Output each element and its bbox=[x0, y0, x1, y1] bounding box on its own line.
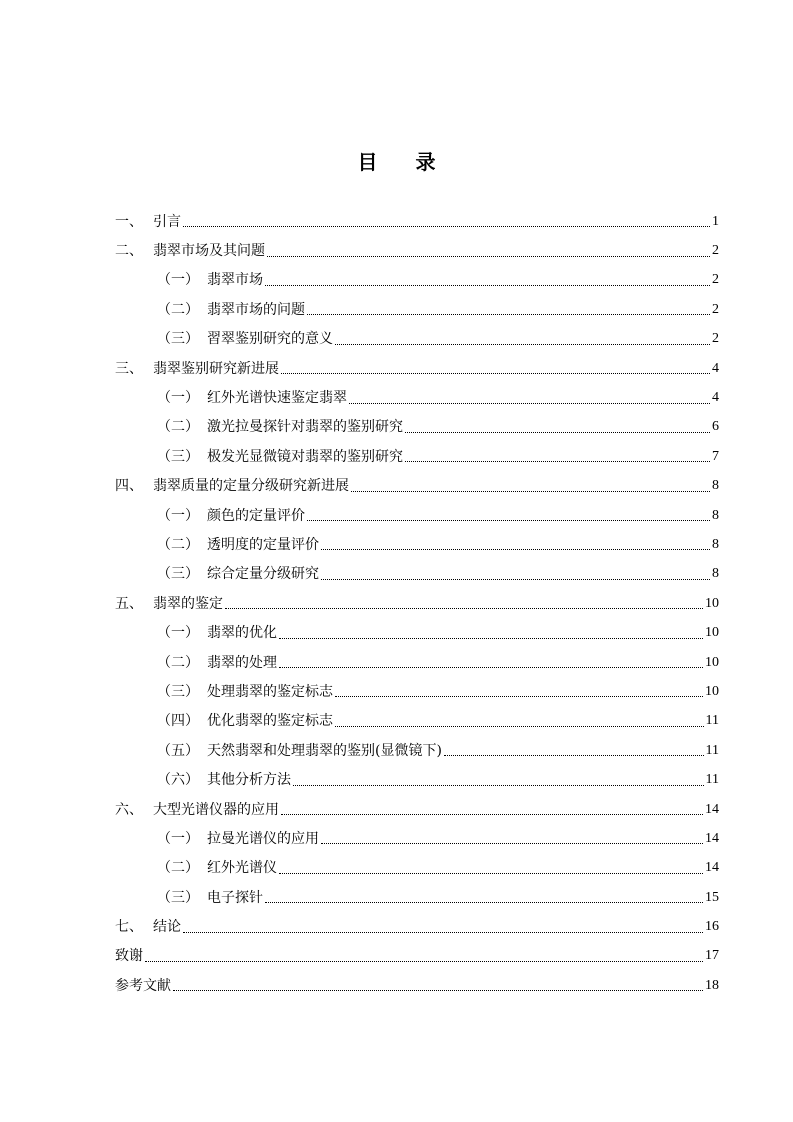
toc-entry-title: 颜色的定量评价 bbox=[207, 507, 305, 524]
toc-entry-page: 16 bbox=[705, 919, 719, 935]
toc-entry-page: 11 bbox=[705, 742, 719, 758]
toc-entry-title: 翡翠市场 bbox=[207, 272, 263, 289]
toc-entry[interactable] bbox=[115, 236, 719, 265]
toc-entry-page: 8 bbox=[712, 536, 719, 552]
dot-leader bbox=[321, 549, 710, 550]
toc-entry-number: （一） bbox=[157, 507, 199, 524]
dot-leader bbox=[307, 520, 710, 521]
toc-entry-number: （三） bbox=[157, 566, 199, 583]
toc-entry-number: （一） bbox=[157, 830, 199, 847]
dot-leader bbox=[335, 696, 703, 697]
dot-leader bbox=[293, 785, 704, 786]
toc-entry-number: 七、 bbox=[115, 919, 143, 936]
toc-entry[interactable] bbox=[115, 648, 719, 677]
toc-entry-title: 引言 bbox=[153, 213, 181, 230]
toc-entry[interactable] bbox=[115, 442, 719, 471]
dot-leader bbox=[265, 285, 710, 286]
dot-leader bbox=[281, 814, 703, 815]
toc-entry-page: 8 bbox=[712, 478, 719, 494]
dot-leader bbox=[349, 403, 710, 404]
toc-entry-title: 优化翡翠的鉴定标志 bbox=[207, 713, 333, 730]
toc-entry-title: 综合定量分级研究 bbox=[207, 566, 319, 583]
toc-entry-page: 10 bbox=[705, 654, 719, 670]
toc-entry[interactable] bbox=[115, 413, 719, 442]
toc-entry-page: 7 bbox=[712, 448, 719, 464]
toc-entry[interactable] bbox=[115, 942, 719, 971]
dot-leader bbox=[267, 256, 710, 257]
toc-entry-number: 四、 bbox=[115, 478, 143, 495]
toc-entry-number: 五、 bbox=[115, 595, 143, 612]
toc-entry-number: （二） bbox=[157, 654, 199, 671]
toc-entry-number: 一、 bbox=[115, 213, 143, 230]
toc-entry[interactable] bbox=[115, 707, 719, 736]
toc-entry-page: 1 bbox=[712, 213, 719, 229]
toc-entry-title: 极发光显微镜对翡翠的鉴别研究 bbox=[207, 448, 403, 465]
toc-entry-page: 15 bbox=[705, 889, 719, 905]
toc-entry-page: 11 bbox=[705, 713, 719, 729]
toc-entry-title: 習翠鉴别研究的意义 bbox=[207, 331, 333, 348]
toc-entry[interactable] bbox=[115, 883, 719, 912]
toc-entry-page: 4 bbox=[712, 390, 719, 406]
toc-entry-number: 六、 bbox=[115, 801, 143, 818]
table-of-contents bbox=[115, 207, 719, 1001]
dot-leader bbox=[225, 608, 703, 609]
toc-entry[interactable] bbox=[115, 501, 719, 530]
toc-entry-title: 参考文献 bbox=[115, 977, 171, 994]
toc-entry-page: 18 bbox=[705, 977, 719, 993]
toc-entry[interactable] bbox=[115, 618, 719, 647]
toc-entry[interactable] bbox=[115, 560, 719, 589]
toc-entry-title: 翡翠的优化 bbox=[207, 625, 277, 642]
dot-leader bbox=[405, 432, 710, 433]
toc-entry-page: 4 bbox=[712, 360, 719, 376]
toc-entry-number: （二） bbox=[157, 301, 199, 318]
toc-entry-page: 2 bbox=[712, 301, 719, 317]
toc-entry-number: （二） bbox=[157, 860, 199, 877]
toc-entry[interactable] bbox=[115, 912, 719, 941]
toc-entry[interactable] bbox=[115, 854, 719, 883]
toc-entry-number: 二、 bbox=[115, 243, 143, 260]
dot-leader bbox=[173, 990, 703, 991]
title-char-left: 目 bbox=[357, 150, 378, 174]
toc-entry-title: 红外光谱快速鉴定翡翠 bbox=[207, 390, 347, 407]
toc-entry-number: 三、 bbox=[115, 360, 143, 377]
dot-leader bbox=[279, 667, 703, 668]
dot-leader bbox=[351, 491, 710, 492]
toc-entry[interactable] bbox=[115, 325, 719, 354]
page-title bbox=[0, 146, 793, 175]
toc-entry-page: 14 bbox=[705, 830, 719, 846]
toc-entry-page: 10 bbox=[705, 683, 719, 699]
toc-entry-number: （五） bbox=[157, 742, 199, 759]
dot-leader bbox=[145, 961, 703, 962]
toc-entry-title: 大型光谱仪器的应用 bbox=[153, 801, 279, 818]
toc-entry-page: 14 bbox=[705, 801, 719, 817]
toc-entry-number: （一） bbox=[157, 390, 199, 407]
toc-entry-number: （三） bbox=[157, 331, 199, 348]
toc-entry[interactable] bbox=[115, 207, 719, 236]
toc-entry[interactable] bbox=[115, 354, 719, 383]
dot-leader bbox=[307, 314, 710, 315]
toc-entry-title: 透明度的定量评价 bbox=[207, 536, 319, 553]
toc-entry-number: （三） bbox=[157, 448, 199, 465]
toc-entry-number: （六） bbox=[157, 772, 199, 789]
toc-entry-page: 8 bbox=[712, 507, 719, 523]
toc-entry-page: 2 bbox=[712, 331, 719, 347]
toc-entry-page: 2 bbox=[712, 272, 719, 288]
toc-entry-title: 翡翠鉴别研究新进展 bbox=[153, 360, 279, 377]
toc-entry-page: 2 bbox=[712, 243, 719, 259]
toc-entry-title: 天然翡翠和处理翡翠的鉴别(显微镜下) bbox=[207, 742, 442, 759]
toc-entry-number: （二） bbox=[157, 419, 199, 436]
dot-leader bbox=[321, 579, 710, 580]
toc-entry[interactable] bbox=[115, 971, 719, 1000]
toc-entry-number: （四） bbox=[157, 713, 199, 730]
toc-entry-title: 处理翡翠的鉴定标志 bbox=[207, 683, 333, 700]
toc-entry[interactable] bbox=[115, 824, 719, 853]
dot-leader bbox=[183, 226, 710, 227]
toc-entry-page: 10 bbox=[705, 625, 719, 641]
toc-entry-title: 翡翠市场及其问题 bbox=[153, 243, 265, 260]
toc-entry[interactable] bbox=[115, 472, 719, 501]
toc-entry-page: 11 bbox=[705, 772, 719, 788]
toc-entry-title: 红外光谱仪 bbox=[207, 860, 277, 877]
title-char-right: 录 bbox=[415, 150, 436, 174]
toc-entry-page: 8 bbox=[712, 566, 719, 582]
toc-entry-title: 其他分析方法 bbox=[207, 772, 291, 789]
dot-leader bbox=[281, 373, 710, 374]
toc-entry-number: （二） bbox=[157, 536, 199, 553]
dot-leader bbox=[405, 461, 710, 462]
toc-entry[interactable] bbox=[115, 589, 719, 618]
toc-entry-number: （一） bbox=[157, 625, 199, 642]
toc-entry-title: 翡翠质量的定量分级研究新进展 bbox=[153, 478, 349, 495]
toc-entry-title: 翡翠市场的问题 bbox=[207, 301, 305, 318]
toc-entry[interactable] bbox=[115, 795, 719, 824]
toc-entry-number: （三） bbox=[157, 889, 199, 906]
toc-entry-title: 结论 bbox=[153, 919, 181, 936]
dot-leader bbox=[265, 902, 703, 903]
toc-entry-title: 翡翠的处理 bbox=[207, 654, 277, 671]
toc-entry[interactable] bbox=[115, 295, 719, 324]
toc-entry-title: 翡翠的鉴定 bbox=[153, 595, 223, 612]
dot-leader bbox=[335, 726, 704, 727]
toc-entry-title: 拉曼光谱仪的应用 bbox=[207, 830, 319, 847]
toc-entry[interactable] bbox=[115, 677, 719, 706]
toc-entry-number: （三） bbox=[157, 683, 199, 700]
toc-entry-page: 10 bbox=[705, 595, 719, 611]
toc-entry-title: 电子探针 bbox=[207, 889, 263, 906]
toc-entry-title: 激光拉曼探针对翡翠的鉴别研究 bbox=[207, 419, 403, 436]
toc-entry-page: 14 bbox=[705, 860, 719, 876]
dot-leader bbox=[279, 873, 703, 874]
toc-entry[interactable] bbox=[115, 736, 719, 765]
toc-entry-page: 17 bbox=[705, 948, 719, 964]
toc-entry-title: 致谢 bbox=[115, 948, 143, 965]
toc-entry[interactable] bbox=[115, 383, 719, 412]
dot-leader bbox=[279, 638, 703, 639]
dot-leader bbox=[183, 932, 703, 933]
dot-leader bbox=[335, 344, 710, 345]
toc-entry[interactable] bbox=[115, 530, 719, 559]
toc-entry-page: 6 bbox=[712, 419, 719, 435]
dot-leader bbox=[321, 843, 703, 844]
toc-entry[interactable] bbox=[115, 266, 719, 295]
toc-entry[interactable] bbox=[115, 765, 719, 794]
toc-entry-number: （一） bbox=[157, 272, 199, 289]
dot-leader bbox=[444, 755, 704, 756]
